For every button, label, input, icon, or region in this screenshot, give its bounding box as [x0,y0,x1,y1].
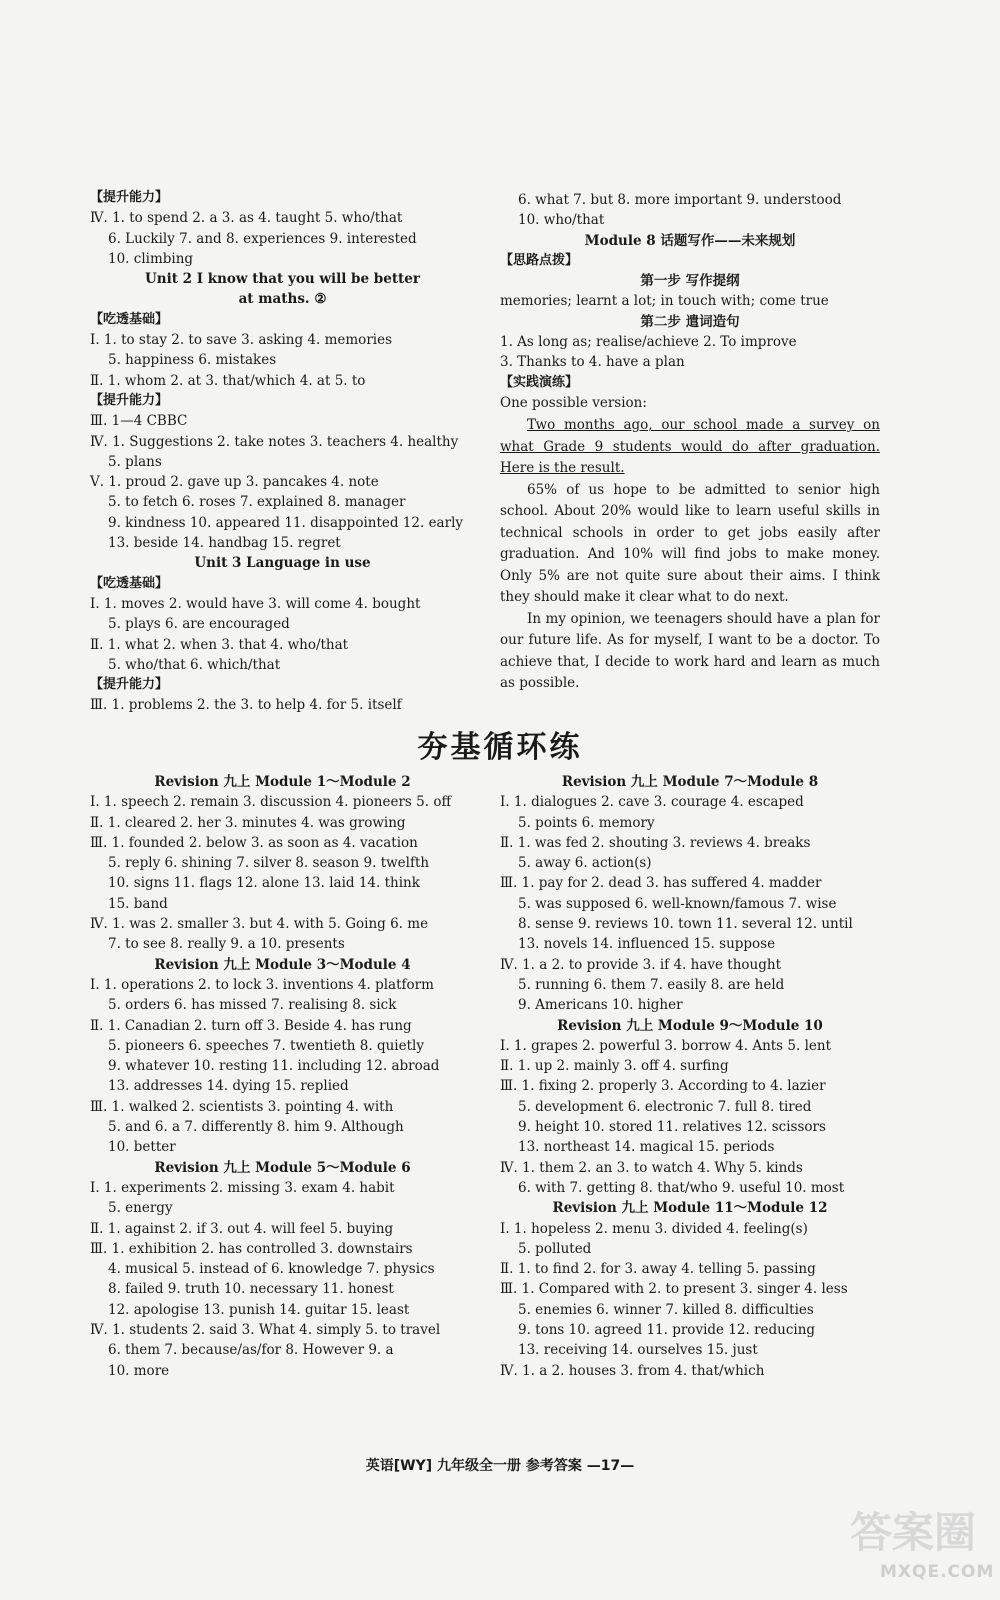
answer-line: Ⅰ. 1. speech 2. remain 3. discussion 4. pioneers 5. off [90,794,452,811]
answer-line: 10. better [108,1139,176,1156]
lower-left-column [90,772,475,1381]
essay-paragraph: 65% of us hope to be admitted to senior high school. About 20% would like to learn useful skills in technical schools in order to get jobs easily after graduation. And 10% will find jobs to make money. Only 5% are not quite sure about their aims. I think they should make it clear what to do next. [500,481,880,606]
answer-line: Ⅲ. 1. exhibition 2. has controlled 3. downstairs [90,1240,413,1257]
answer-line: 5. away 6. action(s) [518,855,652,872]
category-label: 【吃透基础】 [90,311,169,327]
answer-line: Ⅱ. 1. to find 2. for 3. away 4. telling 5. passing [500,1261,816,1278]
essay-text [500,415,880,695]
section-heading: Unit 3 Language in use [194,555,371,572]
answer-line: Ⅲ. 1—4 CBBC [90,413,188,430]
answer-line: Ⅱ. 1. whom 2. at 3. that/which 4. at 5. to [90,372,366,389]
answer-line: Ⅱ. 1. against 2. if 3. out 4. will feel 5. buying [90,1220,394,1237]
answer-line: 10. signs 11. flags 12. alone 13. laid 14. think [108,875,420,892]
answer-line: 6. them 7. because/as/for 8. However 9. a [108,1342,394,1359]
answer-line: Ⅰ. 1. grapes 2. powerful 3. borrow 4. Ants 5. lent [500,1037,832,1054]
answer-line: 13. northeast 14. magical 15. periods [518,1139,775,1156]
answer-line: 6. what 7. but 8. more important 9. understood [518,192,842,208]
section-title: 夯基循环练 [417,730,583,765]
answer-line: Ⅰ. 1. to stay 2. to save 3. asking 4. memories [90,332,393,349]
section-heading: Revision 九上 Module 1～Module 2 [154,774,411,790]
answer-line: Ⅳ. 1. a 2. houses 3. from 4. that/which [500,1362,765,1379]
answer-line: 10. more [108,1362,170,1379]
answer-line: 5. reply 6. shining 7. silver 8. season 9. twelfth [108,855,430,872]
answer-line: 5. and 6. a 7. differently 8. him 9. Although [108,1119,404,1136]
essay-paragraph: In my opinion, we teenagers should have a plan for our future life. As for myself, I want to be a doctor. To achieve that, I decide to work hard and learn as much as possible. [500,610,880,692]
answer-line: 15. band [108,895,168,912]
answer-line: Ⅳ. 1. a 2. to provide 3. if 4. have thought [500,956,781,973]
answer-line: 8. failed 9. truth 10. necessary 11. honest [108,1281,394,1298]
category-label: 【吃透基础】 [90,575,169,591]
answer-line: 5. plays 6. are encouraged [108,616,290,633]
answer-line: Ⅱ. 1. Canadian 2. turn off 3. Beside 4. has rung [90,1017,412,1034]
category-label: 【提升能力】 [90,392,169,408]
answer-line: 10. who/that [518,212,605,229]
answer-line: 5. running 6. them 7. easily 8. are held [518,976,785,993]
answer-line: Ⅴ. 1. proud 2. gave up 3. pancakes 4. note [90,474,379,491]
answer-line: 5. was supposed 6. well-known/famous 7. wise [518,895,837,912]
answer-line: 8. sense 9. reviews 10. town 11. several 12. until [518,916,853,933]
section-heading: 第二步 遣词造句 [640,313,740,330]
category-label: 【提升能力】 [90,677,169,693]
answer-line: 10. climbing [108,250,194,267]
answer-line: 6. with 7. getting 8. that/who 9. useful 10. most [518,1179,845,1196]
upper-left-column [90,188,475,716]
answer-line: Ⅱ. 1. was fed 2. shouting 3. reviews 4. breaks [500,834,811,851]
answer-line: Ⅳ. 1. students 2. said 3. What 4. simply 5. to travel [90,1322,441,1339]
answer-line: Ⅱ. 1. what 2. when 3. that 4. who/that [90,636,349,653]
answer-line: 9. height 10. stored 11. relatives 12. scissors [518,1119,826,1136]
answer-line: Ⅳ. 1. was 2. smaller 3. but 4. with 5. Going 6. me [90,916,429,933]
answer-line: Ⅲ. 1. pay for 2. dead 3. has suffered 4. madder [500,875,822,892]
answer-line: 9. whatever 10. resting 11. including 12. abroad [108,1058,440,1075]
answer-line: Ⅰ. 1. dialogues 2. cave 3. courage 4. escaped [500,794,804,811]
answer-line: 9. kindness 10. appeared 11. disappointed 12. early [108,514,464,531]
answer-line: Ⅳ. 1. Suggestions 2. take notes 3. teachers 4. healthy [90,433,459,450]
answer-line: Ⅱ. 1. cleared 2. her 3. minutes 4. was growing [90,814,406,831]
answer-line: 5. to fetch 6. roses 7. explained 8. manager [108,494,406,511]
answer-line: 5. polluted [518,1240,592,1257]
answer-line: 5. happiness 6. mistakes [108,352,277,369]
answer-line: memories; learnt a lot; in touch with; come true [500,293,829,310]
answer-line: 13. novels 14. influenced 15. suppose [518,936,776,953]
category-label: 【提升能力】 [90,190,169,205]
answer-line: 9. Americans 10. higher [518,997,683,1014]
page-footer: 英语[WY] 九年级全一册 参考答案 —17— [365,1458,635,1474]
answer-line: 13. receiving 14. ourselves 15. just [518,1342,758,1359]
answer-line: Ⅲ. 1. problems 2. the 3. to help 4. for 5. itself [90,697,402,714]
answer-line: 5. who/that 6. which/that [108,656,281,673]
answer-line: Ⅱ. 1. up 2. mainly 3. off 4. surfing [500,1058,729,1075]
answer-line: 9. tons 10. agreed 11. provide 12. reducing [518,1322,816,1339]
answer-line: Ⅰ. 1. hopeless 2. menu 3. divided 4. feeling(s) [500,1220,808,1237]
answer-line: One possible version: [500,394,647,411]
answer-line: Ⅳ. 1. them 2. an 3. to watch 4. Why 5. kinds [500,1159,803,1176]
answer-line: 4. musical 5. instead of 6. knowledge 7. physics [108,1261,435,1278]
answer-line: 5. enemies 6. winner 7. killed 8. difficulties [518,1301,814,1318]
watermark-url: MXQE.COM [880,1562,995,1582]
answer-line: 3. Thanks to 4. have a plan [500,354,685,371]
section-heading: Revision 九上 Module 11～Module 12 [552,1200,828,1217]
section-heading: Revision 九上 Module 7～Module 8 [561,774,819,790]
upper-right-column [500,190,880,695]
upper-right-lines [500,190,880,413]
section-heading: Revision 九上 Module 9～Module 10 [557,1017,823,1034]
section-heading: Module 8 话题写作——未来规划 [584,232,796,249]
answer-line: Ⅲ. 1. fixing 2. properly 3. According to 4. lazier [500,1078,826,1095]
category-label: 【实践演练】 [500,374,579,390]
section-heading: at maths. ② [238,291,327,308]
answer-line: 5. development 6. electronic 7. full 8. tired [518,1098,812,1115]
answer-line: Ⅰ. 1. moves 2. would have 3. will come 4. bought [90,595,421,612]
section-heading: Unit 2 I know that you will be better [145,271,420,288]
answer-line: Ⅲ. 1. founded 2. below 3. as soon as 4. vacation [90,834,418,851]
answer-line: 13. beside 14. handbag 15. regret [108,535,341,552]
answer-line: Ⅳ. 1. to spend 2. a 3. as 4. taught 5. who/that [90,210,403,227]
answer-line: 5. orders 6. has missed 7. realising 8. sick [108,997,397,1014]
answer-line: 12. apologise 13. punish 14. guitar 15. least [108,1301,410,1318]
watermark-logo: 答案圈 [850,1508,977,1557]
answer-line: Ⅰ. 1. experiments 2. missing 3. exam 4. habit [90,1179,395,1196]
lower-right-column [500,772,880,1381]
answer-line: 7. to see 8. really 9. a 10. presents [108,936,345,953]
answer-line: 5. energy [108,1200,173,1217]
section-heading: 第一步 写作提纲 [640,273,740,290]
answer-line: 5. pioneers 6. speeches 7. twentieth 8. quietly [108,1037,424,1054]
category-label: 【思路点拨】 [500,252,579,268]
answer-line: Ⅰ. 1. operations 2. to lock 3. inventions 4. platform [90,976,434,993]
essay-paragraph: Two months ago, our school made a survey on what Grade 9 students would do after graduation. Here is the result. [500,417,880,477]
answer-line: 5. plans [108,453,162,470]
answer-line: 6. Luckily 7. and 8. experiences 9. interested [108,230,417,247]
answer-line: Ⅲ. 1. walked 2. scientists 3. pointing 4. with [90,1098,394,1115]
answer-line: 5. points 6. memory [518,814,655,831]
section-heading: Revision 九上 Module 5～Module 6 [154,1159,411,1176]
answer-line: 1. As long as; realise/achieve 2. To improve [500,334,797,351]
answer-line: 13. addresses 14. dying 15. replied [108,1078,349,1095]
answer-line: Ⅲ. 1. Compared with 2. to present 3. singer 4. less [500,1281,848,1298]
section-heading: Revision 九上 Module 3～Module 4 [154,956,411,973]
